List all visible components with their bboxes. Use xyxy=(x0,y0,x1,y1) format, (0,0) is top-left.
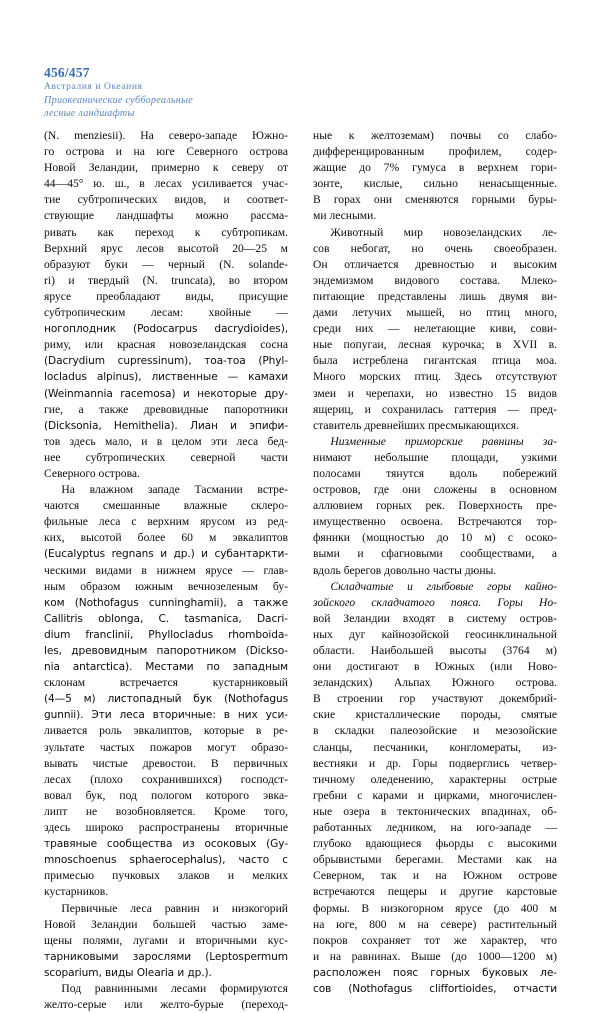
text-line: ливается роль эвкалиптов, которые в ре- xyxy=(44,724,288,738)
text-line: змеи и черепахи, но известно 15 видов xyxy=(313,386,557,400)
section-heading-mountains-line1: Складчатые и глыбовые горы кайно- xyxy=(330,579,557,593)
text-line: ные озера в тектонических впадинах, об- xyxy=(313,804,557,818)
text-line: дами летучих мышей, но птиц много, xyxy=(313,306,557,320)
text-line: в складки палеозойские и мезозойские xyxy=(313,724,557,738)
text-line: зультате частых пожаров могут образо- xyxy=(44,740,288,754)
text-line: расположен пояс горных буковых ле- xyxy=(313,966,557,979)
region-label: Австралия и Океания xyxy=(44,81,143,92)
text-line: В горах они сменяются горными буры- xyxy=(313,193,557,207)
paragraph-soils xyxy=(44,981,288,1013)
text-line: mnoschoenus sphaerocephalus), часто с xyxy=(44,854,288,867)
text-line: ные попугаи, лесная курочка; в XVII в. xyxy=(313,338,557,352)
text-line: имущественно освоена. Встречаются тор- xyxy=(313,515,557,529)
text-line: гие, а также древовидные папоротники xyxy=(44,402,288,416)
text-line: зонте, кислые, сильно ненасыщенные. xyxy=(313,177,557,191)
text-line: (4—5 м) листопадный бук (Nothofagus xyxy=(44,693,288,706)
text-line: ных дуг кайнозойской геосинклинальной xyxy=(313,627,557,641)
text-line: (Dacrydium cupressinum), тоа-тоа (Phyl- xyxy=(44,355,288,368)
text-line: лесах (плохо сохранившихся) господст- xyxy=(44,772,288,786)
text-line: ногоплодник (Podocarpus dacrydioides), xyxy=(44,323,288,336)
text-line: полосами тянутся вдоль побережий xyxy=(313,466,557,480)
text-line: аллювием горных рек. Поверхность пре- xyxy=(313,499,557,513)
text-line: ные к желтоземам) почвы со слабо- xyxy=(313,129,557,142)
text-line: ми лесными. xyxy=(313,209,377,223)
text-line: сов небогат, но очень своеобразен. xyxy=(313,241,557,255)
text-line: ствующие ландшафты можно рассма- xyxy=(44,209,288,223)
text-line: жащие до 7% гумуса в верхнем гори- xyxy=(313,161,557,175)
landscape-title-line1: Приокеанические суббореальные xyxy=(44,94,194,106)
text-line: го острова и на юге Северного острова xyxy=(44,145,288,159)
text-line: Под равнинными лесами формируются xyxy=(61,981,288,995)
text-line: они достигают в Южных (или Ново- xyxy=(313,660,557,674)
text-line: эндемизмом видового состава. Млеко- xyxy=(313,273,557,287)
text-line: Callitris oblonga, C. tasmanica, Dacri- xyxy=(44,612,288,625)
text-line: ривать как переход к субтропикам. xyxy=(44,225,288,239)
text-line: фяники (мощностью до 10 м) с осоко- xyxy=(313,531,557,545)
text-line: здесь широко распространены вторичные xyxy=(44,821,288,835)
text-line: на юге, 800 м на севере) растительный xyxy=(313,917,557,931)
paragraph-fold-block-mountains xyxy=(313,579,557,997)
text-line: сланцы, песчаники, конгломераты, из- xyxy=(313,740,557,754)
text-line: locladus alpinus), лиственные — камахи xyxy=(44,371,288,384)
text-line: тие субтропических видов, и соответ- xyxy=(44,193,288,207)
text-line: (N. menziesii). На северо-западе Южно- xyxy=(44,129,288,142)
text-line: ri) и твердый (N. truncata), во втором xyxy=(44,273,288,287)
text-line: области. Наибольшей высоты (3764 м) xyxy=(313,644,557,657)
text-line: зеландских) Альпах Южного острова. xyxy=(313,676,557,690)
text-line: (Weinmannia racemosa) и некоторые дру- xyxy=(44,387,288,400)
text-line: Северного острова. xyxy=(44,466,140,480)
text-line: ком (Nothofagus cunninghamii), а также xyxy=(44,596,288,609)
text-line: питающие представлены лишь двумя ви- xyxy=(313,289,557,303)
landscape-title-line2: лесные ландшафты xyxy=(44,108,135,120)
text-line: вывать чистые древостои. В первичных xyxy=(44,756,288,770)
text-line: островов, где они сложены в основном xyxy=(313,483,557,497)
text-line: кустарников. xyxy=(44,885,109,899)
text-line: вестняки и др. Горы подверглись четвер- xyxy=(313,756,557,770)
text-line: вой Зеландии входят в систему остров- xyxy=(313,611,557,625)
text-line: примесью пучковых злаков и мелких xyxy=(44,869,288,883)
text-line: нимают небольшие площади, узкими xyxy=(313,450,557,464)
text-line: nia antarctica). Местами по западным xyxy=(44,661,288,674)
text-line: формы. В низкогорном ярусе (до 400 м xyxy=(313,901,557,915)
text-line: (Dicksonia, Hemithelia). Лиан и эпифи- xyxy=(44,419,288,432)
text-line: субтропическим лесам: хвойные — xyxy=(44,306,288,320)
text-line: и на равнинах. Выше (до 1000—1200 м) xyxy=(313,949,557,963)
text-line: глубоко вдающиеся фьорды с высокими xyxy=(313,837,557,851)
text-line: встречаются пещеры и другие карстовые xyxy=(313,885,557,899)
body-column-left xyxy=(44,128,288,1013)
text-line: Новой Зеландии большей частью заме- xyxy=(44,917,288,931)
body-column-right xyxy=(313,128,557,997)
section-heading-coastal-plains: Низменные приморские равнины за- xyxy=(330,434,557,448)
paragraph-continuation xyxy=(44,128,288,482)
page-folio: 456/457 xyxy=(44,65,90,80)
paragraph-primary-forests xyxy=(44,901,288,981)
text-line: ких, высотой более 60 м эвкалиптов xyxy=(44,531,288,545)
text-line: dium franclinii, Phyllocladus rhomboida- xyxy=(44,628,288,641)
text-line: желто-серые или желто-бурые (переход- xyxy=(44,998,288,1012)
text-line: гребни с карами и цирками, многочислен- xyxy=(313,788,557,802)
paragraph-tasmania xyxy=(44,482,288,900)
text-line: травяные сообщества из осоковых (Gy- xyxy=(44,838,288,851)
text-line: les, древовидным папоротником (Dickso- xyxy=(44,645,288,657)
running-head xyxy=(44,66,344,121)
text-line: обрывистыми берегами. Местами как на xyxy=(313,853,557,867)
text-line: Новой Зеландии, примерно к северу от xyxy=(44,161,288,175)
text-line: Животный мир новозеландских ле- xyxy=(330,225,557,239)
text-line: Первичные леса равнин и низкогорий xyxy=(61,901,288,915)
text-line: вовал бук, под пологом которого эвка- xyxy=(44,788,288,802)
text-line: сов (Nothofagus cliffortioides, отчасти xyxy=(313,982,557,995)
text-line: риму, или красная новозеландская сосна xyxy=(44,338,288,352)
text-line: На влажном западе Тасмании встре- xyxy=(61,483,288,497)
text-line: была истреблена гигантская птица моа. xyxy=(313,354,557,368)
paragraph-soils-continued xyxy=(313,128,557,225)
text-line: ческими видами в нижнем ярусе — глав- xyxy=(44,563,288,577)
paragraph-fauna xyxy=(313,225,557,434)
text-line: ным образом южным вечнозеленым бу- xyxy=(44,579,288,593)
text-line: В строении гор участвуют докембрий- xyxy=(313,692,557,706)
text-line: ярусе преобладают виды, присущие xyxy=(44,289,288,303)
text-line: склонам встречается кустарниковый xyxy=(44,676,288,690)
text-line: чаются смешанные влажные склеро- xyxy=(44,499,288,513)
text-line: работанных ледником, на юго-западе — xyxy=(313,821,557,835)
text-line: тов здесь мало, и в целом эти леса бед- xyxy=(44,434,288,448)
text-line: фильные леса с верхним ярусом из ред- xyxy=(44,515,288,529)
text-line: среди них — нелетающие киви, сови- xyxy=(313,322,557,336)
text-line: покров сохраняет тот же характер, что xyxy=(313,933,557,947)
text-line: щены полями, лугами и вторичными кус- xyxy=(44,933,288,947)
text-line: Много морских птиц. Здесь отсутствуют xyxy=(313,370,557,384)
text-line: ские кристаллические породы, смятые xyxy=(313,708,557,722)
text-line: тичному оледенению, характерны острые xyxy=(313,772,557,786)
text-line: дифференцированным профилем, содер- xyxy=(313,145,557,159)
text-line: Верхний ярус лесов высотой 20—25 м xyxy=(44,241,288,255)
text-line: (Eucalyptus regnans и др.) и субантаркти- xyxy=(44,548,288,561)
heading-italic-part: зойского складчатого пояса. Горы Но- xyxy=(313,595,557,609)
text-line: выми и сфагновыми сообществами, а xyxy=(313,547,557,561)
text-line: вдоль берегов довольно часты дюны. xyxy=(313,563,497,577)
text-line: scoparium, виды Olearia и др.). xyxy=(44,966,212,979)
paragraph-coastal-plains xyxy=(313,434,557,579)
text-line: образуют буки — черный (N. solande- xyxy=(44,257,288,271)
text-line: липт не возобновляется. Кроме того, xyxy=(44,804,288,818)
text-line: 44—45° ю. ш., в лесах усиливается учас- xyxy=(44,177,288,191)
text-line: gunnii). Эти леса вторичные: в них уси- xyxy=(44,709,288,722)
text-line: ставитель древнейших пресмыкающихся. xyxy=(313,418,520,432)
text-line: Северном, так и на Южном острове xyxy=(313,869,557,883)
text-line: нее субтропических северной части xyxy=(44,450,288,464)
text-line: ящериц, и сохранилась гаттерия — пред- xyxy=(313,402,557,416)
section-heading-mountains-line2 xyxy=(313,595,557,611)
text-line: Он отличается древностью и высоким xyxy=(313,257,557,271)
text-line: тарниковыми зарослями (Leptospermum xyxy=(44,950,288,963)
